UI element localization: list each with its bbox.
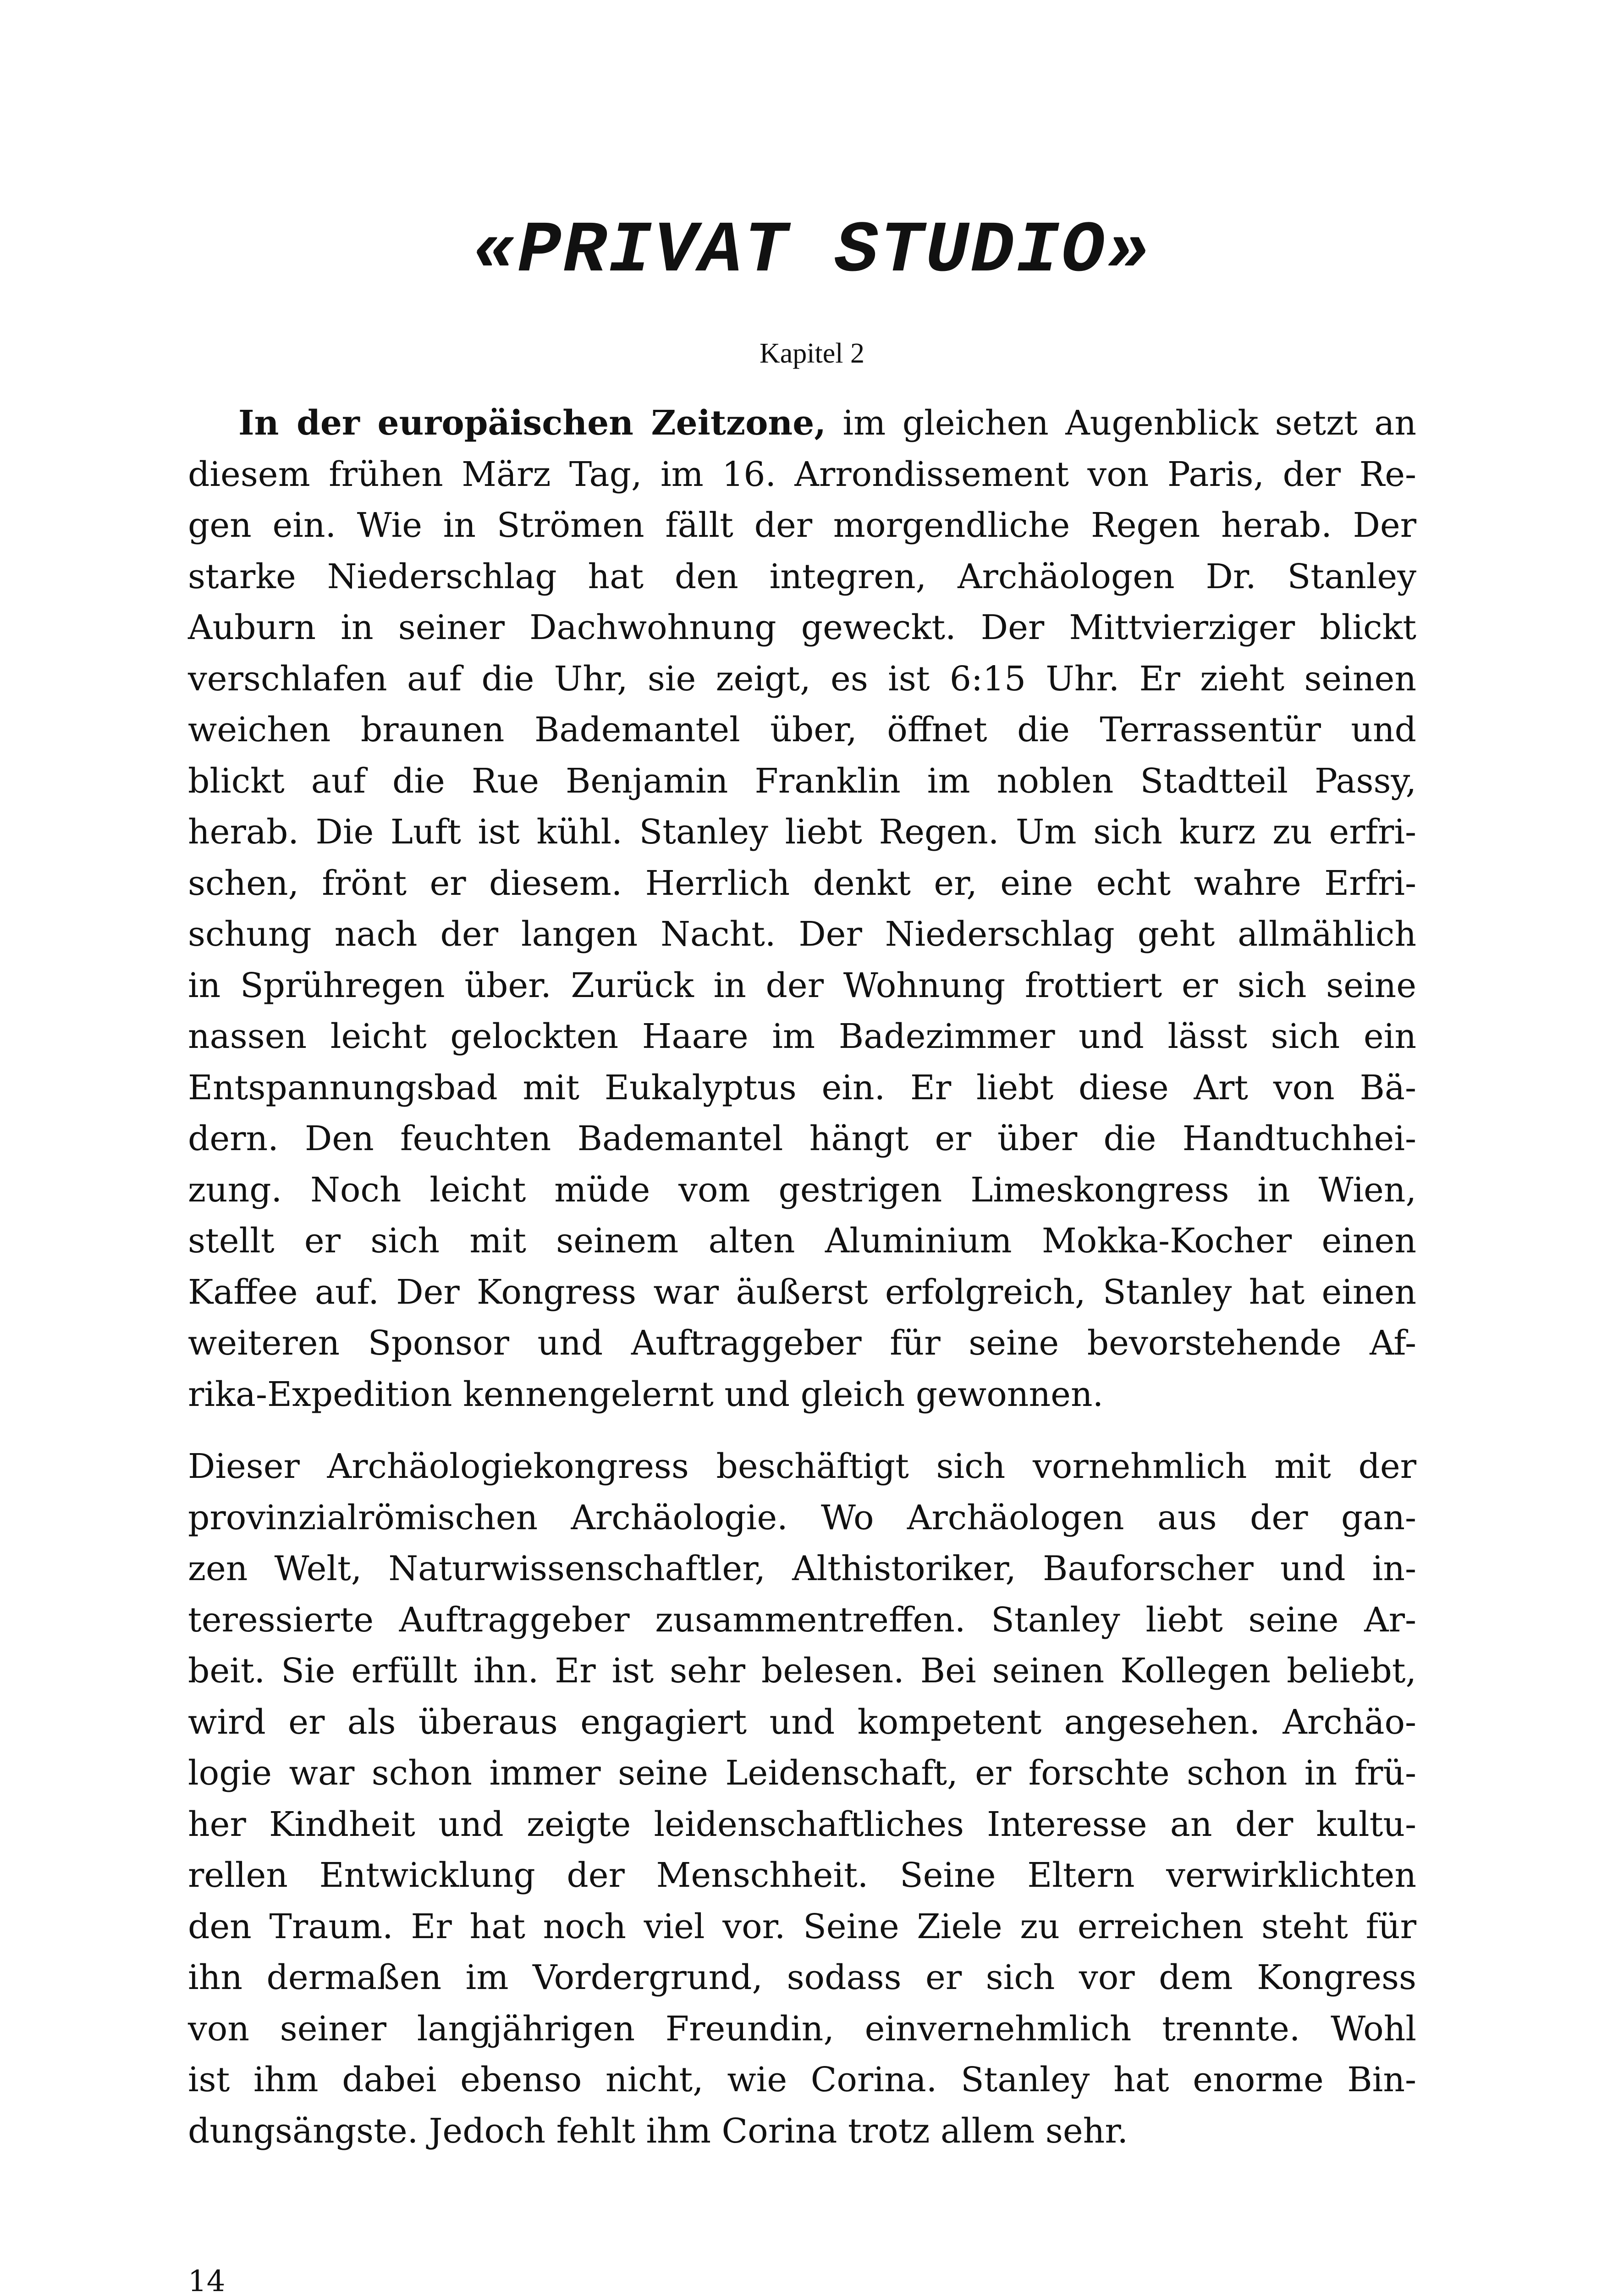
paragraph-line: blickt auf die Rue Benjamin Franklin im noblen Stadtteil Passy, <box>188 761 1416 801</box>
paragraph-line: logie war schon immer seine Leidenschaft, er forschte schon in frü- <box>188 1753 1416 1793</box>
paragraph-line: nassen leicht gelockten Haare im Badezimmer und lässt sich ein <box>188 1017 1416 1056</box>
paragraph-line: starke Niederschlag hat den integren, Archäologen Dr. Stanley <box>188 556 1416 596</box>
paragraph-line: verschlafen auf die Uhr, sie zeigt, es ist 6:15 Uhr. Er zieht seinen <box>188 659 1416 699</box>
line-text: im gleichen Augenblick setzt an <box>826 403 1417 443</box>
paragraph-line: rellen Entwicklung der Menschheit. Seine Eltern verwirklichten <box>188 1856 1416 1895</box>
paragraph-line: her Kindheit und zeigte leidenschaftliches Interesse an der kultu- <box>188 1804 1416 1844</box>
paragraph-line: schen, frönt er diesem. Herrlich denkt er, eine echt wahre Erfri- <box>188 863 1416 903</box>
paragraph-spacer <box>188 1420 1416 1441</box>
page-title: «PRIVAT STUDIO» <box>472 210 1152 292</box>
paragraph-line: beit. Sie erfüllt ihn. Er ist sehr belesen. Bei seinen Kollegen beliebt, <box>188 1651 1416 1691</box>
paragraph-line: ihn dermaßen im Vordergrund, sodass er sich vor dem Kongress <box>188 1958 1416 1997</box>
paragraph-line: zen Welt, Naturwissenschaftler, Althistoriker, Bauforscher und in- <box>188 1549 1416 1588</box>
chapter-label: Kapitel 2 <box>760 338 864 369</box>
paragraph-line: dungsängste. Jedoch fehlt ihm Corina trotz allem sehr. <box>188 2111 1129 2151</box>
paragraph-line: zung. Noch leicht müde vom gestrigen Limeskongress in Wien, <box>188 1170 1416 1210</box>
paragraph-line: weiteren Sponsor und Auftraggeber für seine bevorstehende Af- <box>188 1323 1416 1363</box>
paragraph-line: diesem frühen März Tag, im 16. Arrondissement von Paris, der Re- <box>188 454 1416 494</box>
paragraph-line: Auburn in seiner Dachwohnung geweckt. Der Mittvierziger blickt <box>188 608 1416 647</box>
paragraph-line: schung nach der langen Nacht. Der Niederschlag geht allmählich <box>188 915 1416 954</box>
paragraph-1 <box>188 398 1416 1420</box>
paragraph-line: rika-Expedition kennengelernt und gleich gewonnen. <box>188 1374 1104 1414</box>
lead-in-phrase: In der europäischen Zeitzone, <box>238 403 826 443</box>
paragraph-line: den Traum. Er hat noch viel vor. Seine Ziele zu erreichen steht für <box>188 1906 1416 1946</box>
paragraph-line: von seiner langjährigen Freundin, einvernehmlich trennte. Wohl <box>188 2009 1416 2049</box>
paragraph-line: teressierte Auftraggeber zusammentreffen. Stanley liebt seine Ar- <box>188 1600 1416 1640</box>
paragraph-line: herab. Die Luft ist kühl. Stanley liebt Regen. Um sich kurz zu erfri- <box>188 812 1416 852</box>
page-number: 14 <box>188 2264 226 2292</box>
paragraph-line: dern. Den feuchten Bademantel hängt er über die Handtuchhei- <box>188 1119 1416 1158</box>
paragraph-line: provinzialrömischen Archäologie. Wo Archäologen aus der gan- <box>188 1498 1416 1537</box>
paragraph-line: stellt er sich mit seinem alten Aluminium Mokka-Kocher einen <box>188 1221 1416 1261</box>
paragraph-line: ist ihm dabei ebenso nicht, wie Corina. Stanley hat enorme Bin- <box>188 2060 1416 2099</box>
body-text <box>188 398 1416 2157</box>
paragraph-line: Entspannungsbad mit Eukalyptus ein. Er liebt diese Art von Bä- <box>188 1068 1416 1107</box>
paragraph-2 <box>188 1441 1416 2157</box>
paragraph-line: Kaffee auf. Der Kongress war äußerst erfolgreich, Stanley hat einen <box>188 1272 1416 1312</box>
paragraph-line: Dieser Archäologiekongress beschäftigt sich vornehmlich mit der <box>188 1447 1416 1486</box>
paragraph-line: in Sprühregen über. Zurück in der Wohnung frottiert er sich seine <box>188 965 1416 1005</box>
paragraph-line: weichen braunen Bademantel über, öffnet die Terrassentür und <box>188 710 1416 749</box>
paragraph-line <box>188 398 1416 449</box>
paragraph-line: wird er als überaus engagiert und kompetent angesehen. Archäo- <box>188 1702 1416 1742</box>
paragraph-line: gen ein. Wie in Strömen fällt der morgendliche Regen herab. Der <box>188 506 1416 545</box>
